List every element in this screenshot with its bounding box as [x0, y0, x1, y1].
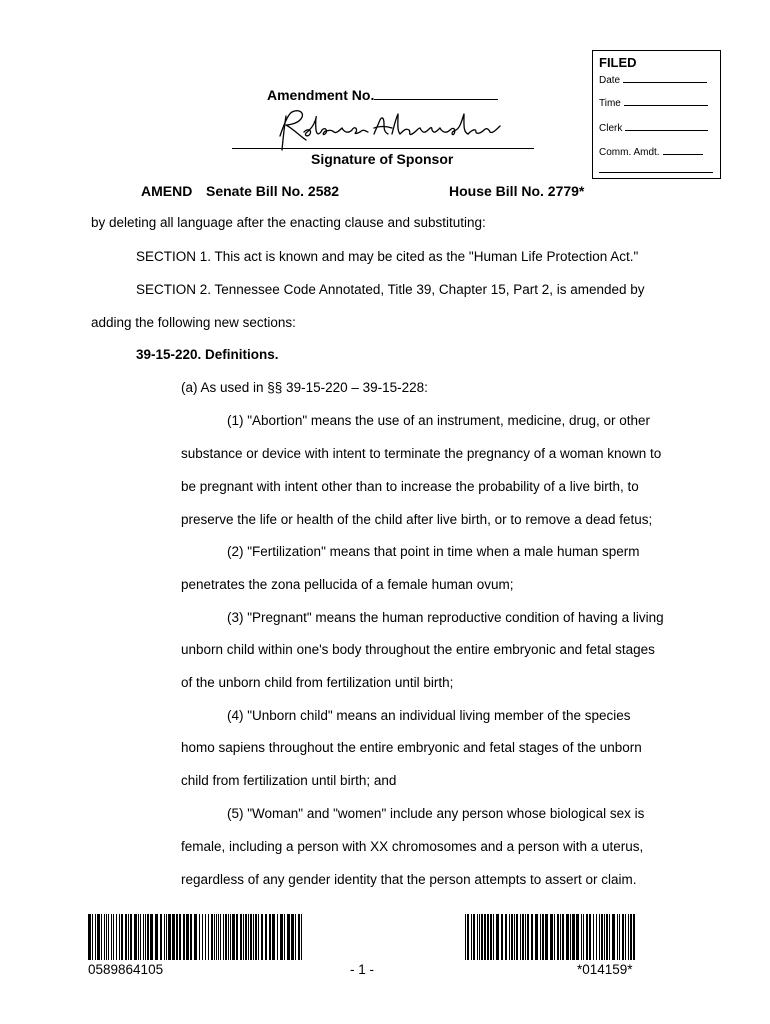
definition-3-line-1: (3) "Pregnant" means the human reproductive condition of having a living: [227, 610, 664, 625]
definition-5-line-3: regardless of any gender identity that the person attempts to assert or claim.: [181, 872, 637, 887]
amendment-number-field: [267, 87, 498, 103]
definition-3-line-3: of the unborn child from fertilization until birth;: [181, 675, 454, 690]
definition-3-line-2: unborn child within one's body throughout the entire embryonic and fetal stages: [181, 642, 655, 657]
definitions-heading: 39-15-220. Definitions.: [136, 347, 279, 362]
filed-date-label: Date: [599, 75, 621, 86]
amendment-number-label: Amendment No.: [267, 87, 375, 103]
signature-line: [232, 148, 534, 149]
senate-bill-number: Senate Bill No. 2582: [206, 183, 340, 199]
section-2-line-1: SECTION 2. Tennessee Code Annotated, Title 39, Chapter 15, Part 2, is amended by: [136, 282, 645, 297]
amend-label: AMEND: [141, 183, 193, 199]
filed-comm-amdt-label: Comm. Amdt.: [599, 147, 660, 158]
filed-title: FILED: [599, 55, 637, 70]
house-bill-number: House Bill No. 2779*: [449, 183, 585, 199]
definition-4-line-2: homo sapiens throughout the entire embryonic and fetal stages of the unborn: [181, 740, 642, 755]
filed-clerk-label: Clerk: [599, 123, 623, 134]
filed-stamp-box: [592, 50, 721, 179]
footer-right-code: *014159*: [577, 962, 633, 977]
definition-1-line-2: substance or device with intent to terminate the pregnancy of a woman known to: [181, 446, 662, 461]
definition-4-line-1: (4) "Unborn child" means an individual living member of the species: [227, 708, 631, 723]
footer-left-code: 0589864105: [88, 962, 164, 977]
definition-2-line-1: (2) "Fertilization" means that point in time when a male human sperm: [227, 544, 640, 559]
definition-1-line-4: preserve the life or health of the child after live birth, or to remove a dead fetus;: [181, 512, 653, 527]
filed-time-label: Time: [599, 98, 621, 109]
filed-blank-line: [599, 172, 713, 173]
definition-1-line-1: (1) "Abortion" means the use of an instrument, medicine, drug, or other: [227, 413, 651, 428]
filed-comm-amdt-row: [599, 145, 703, 158]
definition-1-line-3: be pregnant with intent other than to increase the probability of a live birth, to: [181, 479, 639, 494]
definition-5-line-1: (5) "Woman" and "women" include any person whose biological sex is: [227, 806, 645, 821]
filed-date-row: [599, 73, 707, 86]
section-2-line-2: adding the following new sections:: [91, 315, 296, 330]
left-barcode: [88, 914, 306, 960]
right-barcode: [465, 914, 636, 960]
definition-5-line-2: female, including a person with XX chromosomes and a person with a uterus,: [181, 839, 644, 854]
definition-4-line-3: child from fertilization until birth; and: [181, 773, 397, 788]
signature-caption: Signature of Sponsor: [311, 151, 454, 167]
section-1: SECTION 1. This act is known and may be cited as the "Human Life Protection Act.": [136, 249, 639, 264]
filed-clerk-row: [599, 121, 708, 134]
page-number: - 1 -: [350, 962, 375, 977]
filed-time-row: [599, 96, 708, 109]
definition-2-line-2: penetrates the zona pellucida of a female human ovum;: [181, 577, 514, 592]
sponsor-signature: [270, 106, 505, 157]
subsection-a: (a) As used in §§ 39-15-220 – 39-15-228:: [181, 380, 428, 395]
intro-line: by deleting all language after the enacting clause and substituting:: [91, 215, 486, 230]
